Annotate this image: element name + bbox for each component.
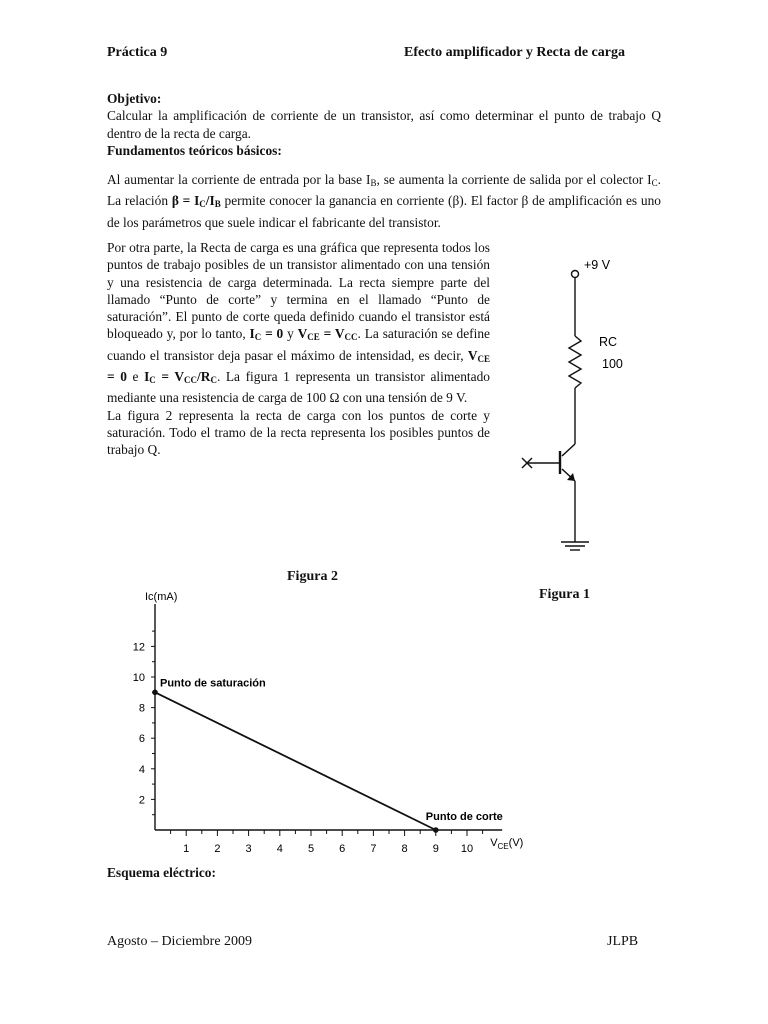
resistor-name-label: RC	[599, 335, 618, 349]
resistor-rc	[569, 336, 581, 388]
y-tick-label: 6	[138, 733, 145, 746]
x-tick-label: 4	[276, 843, 283, 855]
transistor-circuit	[505, 248, 623, 558]
intro-paragraph: Al aumentar la corriente de entrada por la base $I_B$, se aumenta la corriente de salida por el colector $I_C$. La relación $\beta = I_C/I_B$ permite conocer la ganancia en corriente (β). El factor β de amplificación es uno de los parámetros que suele indicar el fabricante del transistor.	[107, 172, 662, 230]
electrical-schematic-heading: Esquema eléctrico:	[107, 865, 216, 880]
x-axis-label: $V_{CE}(V)$	[490, 837, 524, 851]
objective-section	[107, 90, 661, 159]
figure-2-label: Figura 2	[287, 569, 338, 584]
y-tick-label: 2	[138, 794, 145, 807]
cutoff-point-label: Punto de corte	[425, 811, 503, 823]
saturation-point-label: Punto de saturación	[160, 677, 266, 690]
load-line	[155, 692, 436, 830]
x-ticks	[171, 830, 483, 855]
fundamentals-heading: Fundamentos teóricos básicos:	[107, 142, 282, 158]
x-tick-label: 10	[460, 843, 474, 855]
x-tick-label: 6	[339, 843, 346, 855]
header-practice: Práctica 9	[107, 45, 168, 60]
footer-date: Agosto – Diciembre 2009	[107, 934, 253, 949]
header-title: Efecto amplificador y Recta de carga	[404, 45, 625, 60]
x-tick-label: 2	[214, 843, 221, 855]
y-tick-label: 12	[132, 641, 145, 654]
y-ticks	[133, 631, 155, 815]
x-tick-label: 3	[245, 843, 252, 855]
load-line-paragraph: Por otra parte, la Recta de carga es una gráfica que representa todos los puntos de trabajo posibles de un transistor alimentado con una tensión y una resistencia de carga determinada. La recta siempre parte del llamado “Punto de corte” y termina en el llamado “Punto de saturación”. El punto de corte queda definido cuando el transistor está bloqueado y, por lo tanto, $I_C = 0$ y $V_{CE} = V_{CC}$. La saturación se define cuando el transistor deja pasar el máximo de intensidad, es decir, $V_{CE} = 0$ e $I_C = V_{CC}/R_C$. La figura 1 representa un transistor alimentado mediante una resistencia de carga de 100 Ω con una tensión de 9 V. La figura 2 representa la recta de carga con los puntos de corte y saturación. Todo el tramo de la recta representa los posibles puntos de trabajo Q.	[107, 240, 491, 458]
beta-formula: $\beta = I_C/I_B$	[171, 193, 221, 210]
cutoff-point-marker	[433, 827, 439, 833]
objective-heading: Objetivo:	[107, 91, 162, 106]
load-line-chart	[107, 586, 540, 860]
objective-text: Calcular la amplificación de corriente de un transistor, así como determinar el punto de trabajo Q dentro de la recta de carga.	[107, 108, 661, 141]
supply-terminal	[572, 271, 579, 278]
collector-lead	[562, 444, 575, 456]
supply-label: +9 V	[584, 258, 611, 272]
x-tick-label: 1	[183, 843, 190, 855]
y-tick-label: 8	[138, 702, 145, 715]
x-tick-label: 9	[432, 843, 439, 855]
figure-1-label: Figura 1	[539, 587, 590, 602]
resistor-value-label: 100	[602, 357, 623, 371]
footer-initials: JLPB	[607, 934, 639, 949]
y-axis-label: Ic(mA)	[145, 591, 178, 603]
x-tick-label: 8	[401, 843, 408, 855]
y-tick-label: 4	[138, 763, 145, 776]
y-tick-label: 10	[132, 672, 145, 684]
x-tick-label: 5	[307, 843, 315, 855]
saturation-point-marker	[152, 690, 158, 696]
x-tick-label: 7	[370, 843, 377, 855]
